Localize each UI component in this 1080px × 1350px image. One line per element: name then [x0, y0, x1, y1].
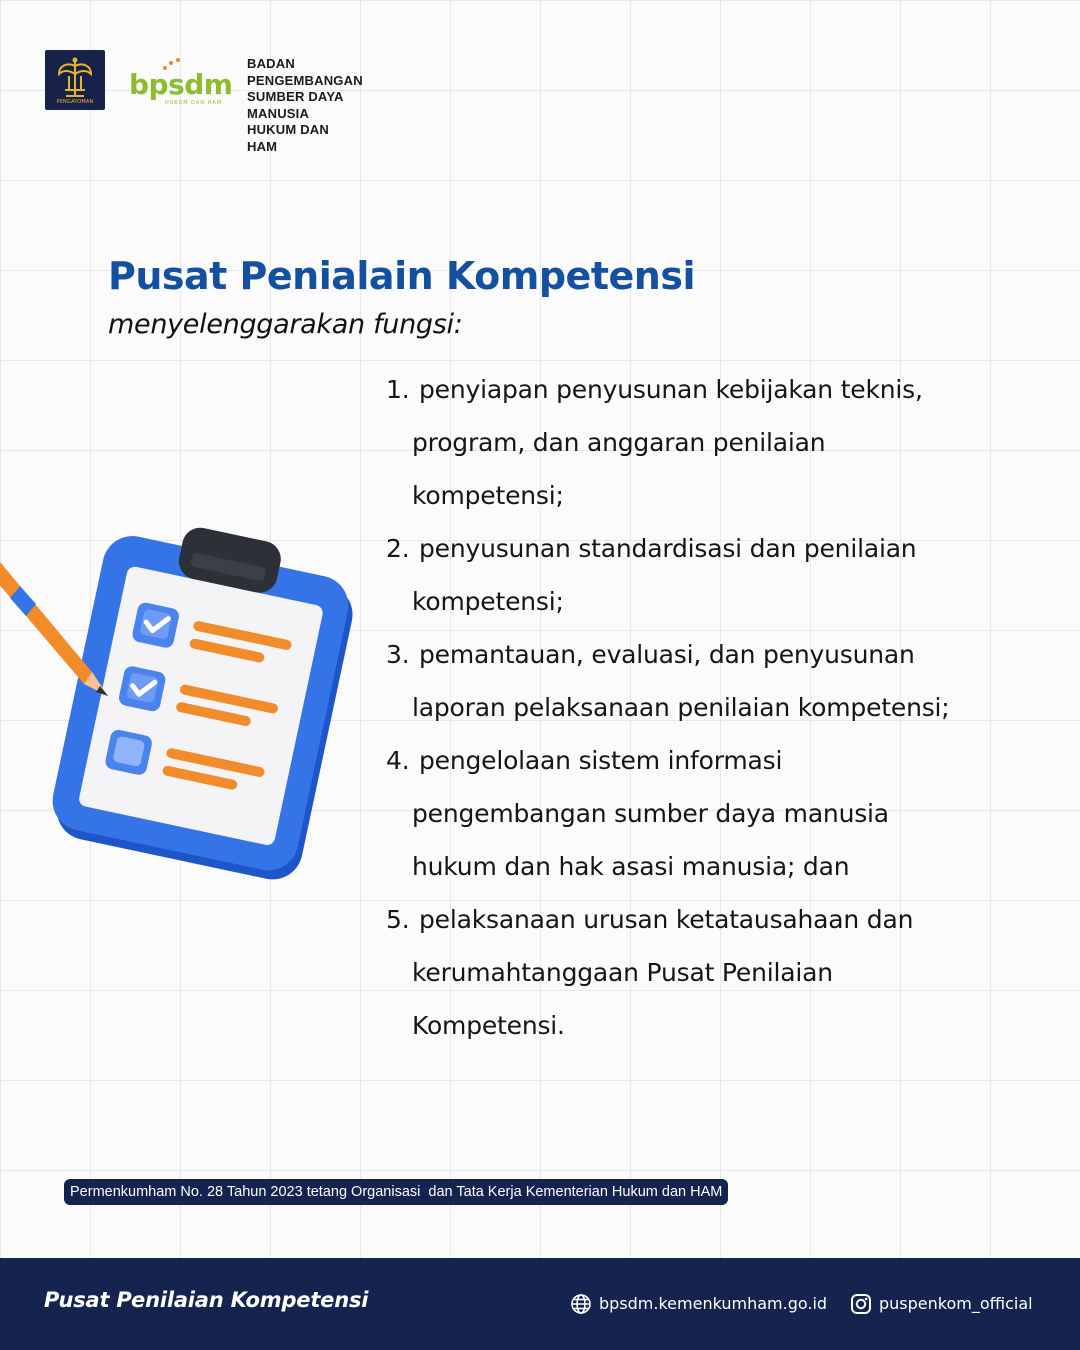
kemenkumham-logo: [45, 50, 105, 110]
list-item: [386, 734, 1026, 893]
clipboard-checklist-icon: [0, 500, 370, 890]
list-item-number: 2.: [386, 534, 410, 563]
list-item-line: kompetensi;: [412, 481, 564, 510]
list-item-line: hukum dan hak asasi manusia; dan: [412, 852, 850, 881]
list-item-line: kompetensi;: [412, 587, 564, 616]
list-item-line: pengelolaan sistem informasi: [419, 746, 783, 775]
footer-instagram-text: puspenkom_official: [879, 1294, 1033, 1313]
page-title: Pusat Penialain Kompetensi: [108, 254, 695, 298]
list-item-line: kerumahtanggaan Pusat Penilaian: [412, 958, 833, 987]
kemenkumham-logo-caption: PENGAYOMAN: [56, 99, 94, 105]
footer-website-text: bpsdm.kemenkumham.go.id: [599, 1294, 828, 1313]
list-item: [386, 363, 1026, 522]
list-item-line: laporan pelaksanaan penilaian kompetensi;: [412, 693, 950, 722]
page-subtitle: menyelenggarakan fungsi:: [108, 309, 463, 340]
list-item-line: penyiapan penyusunan kebijakan teknis,: [419, 375, 923, 404]
list-item-line: pelaksanaan urusan ketatausahaan dan: [419, 905, 914, 934]
list-item-number: 3.: [386, 640, 410, 669]
list-item-line: penyusunan standardisasi dan penilaian: [419, 534, 917, 563]
bpsdm-logo-text: bpsdm: [129, 68, 233, 101]
regulation-citation: Permenkumham No. 28 Tahun 2023 tetang Organisasi dan Tata Kerja Kementerian Hukum dan HAM: [64, 1179, 728, 1205]
org-name-line: BADAN PENGEMBANGAN: [247, 56, 363, 88]
list-item: [386, 628, 1026, 734]
list-item-number: 5.: [386, 905, 410, 934]
footer: [0, 1258, 1080, 1350]
list-item: [386, 893, 1026, 1052]
globe-icon: [570, 1292, 592, 1314]
list-item-number: 1.: [386, 375, 410, 404]
bpsdm-logo-subtext: HUKUM DAN HAM: [165, 100, 223, 106]
list-item-number: 4.: [386, 746, 410, 775]
list-item-line: Kompetensi.: [412, 1011, 565, 1040]
org-name-line: HUKUM DAN HAM: [247, 122, 329, 154]
list-item-line: pengembangan sumber daya manusia: [412, 799, 889, 828]
footer-title: Pusat Penilaian Kompetensi: [44, 1288, 369, 1312]
list-item-line: program, dan anggaran penilaian: [412, 428, 826, 457]
org-name: [247, 56, 363, 155]
bpsdm-logo: [125, 56, 233, 106]
list-item: [386, 522, 1026, 628]
org-name-line: SUMBER DAYA MANUSIA: [247, 89, 344, 121]
list-item-line: pemantauan, evaluasi, dan penyusunan: [419, 640, 915, 669]
functions-list: [386, 363, 1026, 1052]
instagram-icon: [850, 1292, 872, 1314]
